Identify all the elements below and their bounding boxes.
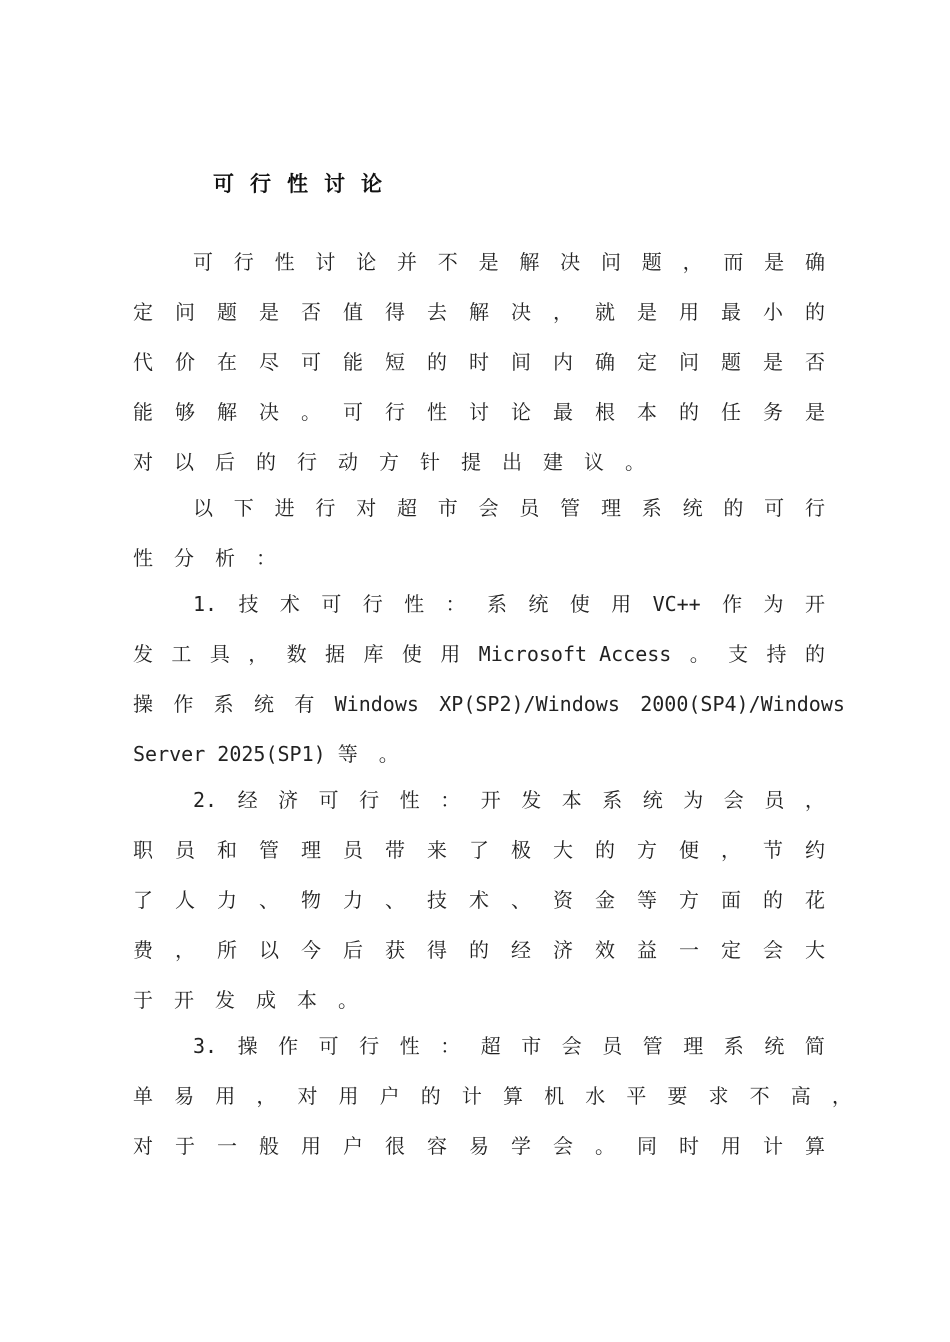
text-glyph: ： bbox=[445, 592, 466, 616]
text-glyph: 理 bbox=[301, 838, 321, 862]
text-glyph: 员 bbox=[602, 1034, 623, 1058]
text-glyph: 性 bbox=[399, 788, 420, 812]
text-glyph: 操 bbox=[133, 692, 153, 716]
text-glyph: 约 bbox=[805, 838, 825, 862]
text-glyph: Microsoft Access bbox=[478, 642, 672, 666]
text-glyph: 用 bbox=[440, 642, 461, 666]
text-glyph: 并 bbox=[396, 250, 417, 274]
text-line bbox=[133, 639, 825, 669]
text-glyph: 方 bbox=[637, 838, 657, 862]
text-glyph: 的 bbox=[469, 938, 489, 962]
text-glyph: 行 bbox=[385, 400, 405, 424]
text-glyph: 计 bbox=[461, 1084, 482, 1108]
text-glyph: 术 bbox=[469, 888, 489, 912]
text-glyph: VC++ bbox=[652, 592, 701, 616]
text-glyph: Server 2025(SP1) 等 bbox=[133, 742, 358, 766]
text-glyph: 出 bbox=[502, 450, 522, 474]
text-line bbox=[193, 247, 825, 277]
text-glyph: 时 bbox=[679, 1134, 699, 1158]
text-glyph: ， bbox=[721, 838, 741, 862]
text-glyph: 水 bbox=[585, 1084, 606, 1108]
text-glyph: 等 bbox=[637, 888, 657, 912]
text-glyph: ： bbox=[440, 788, 461, 812]
text-glyph: 可 bbox=[193, 250, 213, 274]
text-glyph: 方 bbox=[379, 450, 399, 474]
text-line bbox=[133, 1081, 852, 1111]
text-glyph: 问 bbox=[175, 300, 195, 324]
text-glyph: 资 bbox=[553, 888, 573, 912]
text-glyph: 的 bbox=[595, 838, 615, 862]
text-glyph: 而 bbox=[723, 250, 744, 274]
text-line bbox=[193, 785, 825, 815]
text-glyph: 针 bbox=[420, 450, 440, 474]
text-glyph: 系 bbox=[602, 788, 623, 812]
text-glyph: ， bbox=[175, 938, 195, 962]
page-title: 可行性讨论 bbox=[213, 171, 398, 196]
text-glyph: 员 bbox=[519, 496, 540, 520]
text-glyph: 费 bbox=[133, 938, 153, 962]
text-line bbox=[193, 1031, 825, 1061]
text-glyph: 和 bbox=[217, 838, 237, 862]
text-glyph: 否 bbox=[805, 350, 825, 374]
text-glyph: 后 bbox=[343, 938, 363, 962]
text-glyph: 对 bbox=[356, 496, 377, 520]
text-glyph: XP(SP2)/Windows bbox=[439, 692, 620, 716]
text-glyph: 发 bbox=[133, 642, 153, 666]
text-glyph: 超 bbox=[480, 1034, 501, 1058]
text-glyph: 技 bbox=[427, 888, 447, 912]
text-glyph: 机 bbox=[544, 1084, 565, 1108]
text-glyph: 行 bbox=[359, 788, 380, 812]
text-glyph: 算 bbox=[502, 1084, 523, 1108]
text-glyph: 单 bbox=[133, 1084, 153, 1108]
text-glyph: ： bbox=[256, 546, 276, 570]
text-glyph: 是 bbox=[478, 250, 499, 274]
text-glyph: 价 bbox=[175, 350, 195, 374]
text-glyph: 是 bbox=[637, 300, 657, 324]
text-glyph: 尽 bbox=[259, 350, 279, 374]
text-glyph: 了 bbox=[133, 888, 153, 912]
text-glyph: 务 bbox=[763, 400, 783, 424]
text-glyph: 够 bbox=[175, 400, 195, 424]
text-glyph: 职 bbox=[133, 838, 153, 862]
text-line bbox=[133, 347, 825, 377]
text-glyph: 节 bbox=[763, 838, 783, 862]
text-glyph: 持 bbox=[766, 642, 787, 666]
text-glyph: 值 bbox=[343, 300, 363, 324]
text-glyph: 行 bbox=[233, 250, 254, 274]
text-glyph: 建 bbox=[543, 450, 563, 474]
text-glyph: 效 bbox=[595, 938, 615, 962]
text-glyph: 容 bbox=[427, 1134, 447, 1158]
text-glyph: 极 bbox=[511, 838, 531, 862]
text-glyph: 不 bbox=[749, 1084, 770, 1108]
text-glyph: 大 bbox=[553, 838, 573, 862]
text-glyph: 于 bbox=[133, 988, 153, 1012]
text-glyph: 统 bbox=[682, 496, 703, 520]
text-glyph: 户 bbox=[343, 1134, 363, 1158]
text-glyph: 就 bbox=[595, 300, 615, 324]
text-glyph: 金 bbox=[595, 888, 615, 912]
text-glyph: 内 bbox=[553, 350, 573, 374]
text-glyph: 统 bbox=[642, 788, 663, 812]
text-line bbox=[133, 739, 420, 769]
text-glyph: 市 bbox=[521, 1034, 542, 1058]
text-glyph: 的 bbox=[805, 300, 825, 324]
text-glyph: 大 bbox=[805, 938, 825, 962]
text-glyph: 可 bbox=[318, 788, 339, 812]
text-glyph: 今 bbox=[301, 938, 321, 962]
text-glyph: 本 bbox=[561, 788, 582, 812]
text-glyph: ， bbox=[553, 300, 573, 324]
text-glyph: 经 bbox=[237, 788, 258, 812]
text-glyph: 性 bbox=[399, 1034, 420, 1058]
text-glyph: 讨 bbox=[469, 400, 489, 424]
text-glyph: 具 bbox=[209, 642, 230, 666]
text-glyph: 技 bbox=[238, 592, 259, 616]
text-glyph: 能 bbox=[133, 400, 153, 424]
text-glyph: 行 bbox=[362, 592, 383, 616]
text-glyph: 以 bbox=[193, 496, 213, 520]
text-glyph: 决 bbox=[511, 300, 531, 324]
text-glyph: 市 bbox=[437, 496, 458, 520]
text-glyph: 易 bbox=[174, 1084, 195, 1108]
text-glyph: 解 bbox=[519, 250, 540, 274]
text-glyph: 会 bbox=[553, 1134, 573, 1158]
text-glyph: 可 bbox=[764, 496, 785, 520]
text-glyph: 最 bbox=[721, 300, 741, 324]
text-glyph: 间 bbox=[511, 350, 531, 374]
text-glyph: 用 bbox=[338, 1084, 359, 1108]
text-glyph: 任 bbox=[721, 400, 741, 424]
text-glyph: 。 bbox=[595, 1134, 615, 1158]
text-glyph: ， bbox=[831, 1084, 852, 1108]
text-glyph: 操 bbox=[237, 1034, 258, 1058]
text-glyph: 行 bbox=[804, 496, 825, 520]
text-glyph: 以 bbox=[259, 938, 279, 962]
text-glyph: 用 bbox=[215, 1084, 236, 1108]
text-glyph: 论 bbox=[356, 250, 377, 274]
text-glyph: 员 bbox=[343, 838, 363, 862]
text-glyph: 人 bbox=[175, 888, 195, 912]
text-glyph: 对 bbox=[297, 1084, 318, 1108]
text-glyph: 时 bbox=[469, 350, 489, 374]
text-glyph: 确 bbox=[595, 350, 615, 374]
text-line bbox=[133, 543, 297, 573]
text-glyph: 户 bbox=[379, 1084, 400, 1108]
text-glyph: 根 bbox=[595, 400, 615, 424]
text-glyph: 一 bbox=[217, 1134, 237, 1158]
text-line bbox=[133, 397, 825, 427]
text-glyph: 力 bbox=[217, 888, 237, 912]
text-glyph: ， bbox=[682, 250, 703, 274]
text-glyph: 性 bbox=[404, 592, 425, 616]
text-glyph: 求 bbox=[708, 1084, 729, 1108]
text-glyph: 会 bbox=[561, 1034, 582, 1058]
text-glyph: 有 bbox=[294, 692, 315, 716]
text-glyph: 超 bbox=[396, 496, 417, 520]
text-glyph: 管 bbox=[560, 496, 581, 520]
text-glyph: 简 bbox=[804, 1034, 825, 1058]
text-glyph: 算 bbox=[805, 1134, 825, 1158]
text-glyph: 系 bbox=[486, 592, 507, 616]
text-glyph: 决 bbox=[259, 400, 279, 424]
text-glyph: 支 bbox=[728, 642, 749, 666]
text-glyph: 易 bbox=[469, 1134, 489, 1158]
text-glyph: 析 bbox=[215, 546, 235, 570]
text-glyph: 是 bbox=[764, 250, 785, 274]
text-glyph: 论 bbox=[511, 400, 531, 424]
text-glyph: 2. bbox=[193, 788, 218, 812]
text-glyph: 性 bbox=[274, 250, 295, 274]
text-glyph: 解 bbox=[217, 400, 237, 424]
text-glyph: 对 bbox=[133, 1134, 153, 1158]
text-glyph: 题 bbox=[641, 250, 662, 274]
text-glyph: 题 bbox=[217, 300, 237, 324]
text-glyph: 。 bbox=[378, 742, 399, 766]
text-glyph: 用 bbox=[301, 1134, 321, 1158]
text-glyph: 会 bbox=[763, 938, 783, 962]
text-glyph: 。 bbox=[689, 642, 710, 666]
text-glyph: 方 bbox=[679, 888, 699, 912]
text-glyph: 使 bbox=[401, 642, 422, 666]
text-glyph: 的 bbox=[723, 496, 744, 520]
text-glyph: 3. bbox=[193, 1034, 218, 1058]
text-glyph: 统 bbox=[764, 1034, 785, 1058]
text-glyph: 数 bbox=[286, 642, 307, 666]
text-glyph: 、 bbox=[259, 888, 279, 912]
text-glyph: 面 bbox=[721, 888, 741, 912]
text-glyph: 解 bbox=[469, 300, 489, 324]
text-glyph: 管 bbox=[642, 1034, 663, 1058]
text-glyph: 员 bbox=[175, 838, 195, 862]
text-glyph: 管 bbox=[259, 838, 279, 862]
text-glyph: 会 bbox=[723, 788, 744, 812]
text-line bbox=[133, 835, 825, 865]
text-glyph: 便 bbox=[679, 838, 699, 862]
text-glyph: 发 bbox=[215, 988, 235, 1012]
text-glyph: 性 bbox=[133, 546, 153, 570]
text-glyph: ， bbox=[256, 1084, 277, 1108]
text-glyph: 理 bbox=[683, 1034, 704, 1058]
text-glyph: 是 bbox=[763, 350, 783, 374]
text-glyph: 、 bbox=[385, 888, 405, 912]
text-glyph: 济 bbox=[278, 788, 299, 812]
text-glyph: 。 bbox=[625, 450, 645, 474]
text-glyph: 用 bbox=[721, 1134, 741, 1158]
text-glyph: 来 bbox=[427, 838, 447, 862]
text-glyph: 行 bbox=[297, 450, 317, 474]
text-glyph: 决 bbox=[560, 250, 581, 274]
text-glyph: 开 bbox=[804, 592, 825, 616]
text-glyph: 在 bbox=[217, 350, 237, 374]
text-glyph: 统 bbox=[528, 592, 549, 616]
text-line bbox=[133, 689, 845, 719]
text-line bbox=[133, 447, 666, 477]
text-glyph: 代 bbox=[133, 350, 153, 374]
text-glyph: 作 bbox=[278, 1034, 299, 1058]
text-glyph: 问 bbox=[679, 350, 699, 374]
text-glyph: 1. bbox=[193, 592, 218, 616]
text-glyph: 系 bbox=[213, 692, 234, 716]
text-glyph: 会 bbox=[478, 496, 499, 520]
text-glyph: ， bbox=[248, 642, 269, 666]
text-glyph: ， bbox=[804, 788, 825, 812]
text-glyph: 行 bbox=[315, 496, 336, 520]
text-glyph: 系 bbox=[641, 496, 662, 520]
text-line bbox=[133, 935, 825, 965]
text-glyph: 于 bbox=[175, 1134, 195, 1158]
text-glyph: ： bbox=[440, 1034, 461, 1058]
text-glyph: 为 bbox=[763, 592, 784, 616]
text-glyph: 计 bbox=[763, 1134, 783, 1158]
text-glyph: 。 bbox=[338, 988, 358, 1012]
text-glyph: 花 bbox=[805, 888, 825, 912]
text-glyph: 以 bbox=[174, 450, 194, 474]
text-glyph: 提 bbox=[461, 450, 481, 474]
text-glyph: 进 bbox=[274, 496, 295, 520]
text-line bbox=[133, 1131, 825, 1161]
text-line bbox=[133, 985, 379, 1015]
text-glyph: 小 bbox=[763, 300, 783, 324]
text-glyph: 高 bbox=[790, 1084, 811, 1108]
text-glyph: 动 bbox=[338, 450, 358, 474]
text-glyph: 工 bbox=[171, 642, 192, 666]
text-glyph: 性 bbox=[427, 400, 447, 424]
text-glyph: 作 bbox=[173, 692, 194, 716]
text-glyph: 系 bbox=[723, 1034, 744, 1058]
text-glyph: 术 bbox=[279, 592, 300, 616]
text-glyph: 的 bbox=[427, 350, 447, 374]
text-glyph: 经 bbox=[511, 938, 531, 962]
text-glyph: 库 bbox=[363, 642, 384, 666]
text-glyph: 益 bbox=[637, 938, 657, 962]
text-glyph: 的 bbox=[679, 400, 699, 424]
text-glyph: 去 bbox=[427, 300, 447, 324]
text-glyph: 统 bbox=[253, 692, 274, 716]
text-glyph: 要 bbox=[667, 1084, 688, 1108]
text-glyph: 定 bbox=[133, 300, 153, 324]
text-glyph: 议 bbox=[584, 450, 604, 474]
text-glyph: 开 bbox=[480, 788, 501, 812]
text-glyph: 讨 bbox=[315, 250, 336, 274]
text-glyph: 本 bbox=[297, 988, 317, 1012]
text-glyph: 所 bbox=[217, 938, 237, 962]
text-glyph: 理 bbox=[600, 496, 621, 520]
text-glyph: 可 bbox=[343, 400, 363, 424]
text-glyph: 发 bbox=[521, 788, 542, 812]
text-glyph: 开 bbox=[174, 988, 194, 1012]
text-glyph: 获 bbox=[385, 938, 405, 962]
text-glyph: 确 bbox=[804, 250, 825, 274]
text-glyph: 2000(SP4)/Windows bbox=[640, 692, 845, 716]
text-glyph: 用 bbox=[611, 592, 632, 616]
text-glyph: 般 bbox=[259, 1134, 279, 1158]
text-glyph: 分 bbox=[174, 546, 194, 570]
text-glyph: 可 bbox=[321, 592, 342, 616]
text-glyph: 员 bbox=[764, 788, 785, 812]
text-glyph: 、 bbox=[511, 888, 531, 912]
text-glyph: 。 bbox=[301, 400, 321, 424]
text-glyph: 同 bbox=[637, 1134, 657, 1158]
text-glyph: 成 bbox=[256, 988, 276, 1012]
text-glyph: Windows bbox=[334, 692, 419, 716]
text-glyph: 物 bbox=[301, 888, 321, 912]
text-glyph: 最 bbox=[553, 400, 573, 424]
text-glyph: 是 bbox=[805, 400, 825, 424]
text-glyph: 作 bbox=[722, 592, 743, 616]
text-glyph: 行 bbox=[359, 1034, 380, 1058]
text-glyph: 济 bbox=[553, 938, 573, 962]
text-glyph: 短 bbox=[385, 350, 405, 374]
text-glyph: 否 bbox=[301, 300, 321, 324]
text-glyph: 使 bbox=[569, 592, 590, 616]
text-glyph: 据 bbox=[325, 642, 346, 666]
text-glyph: 的 bbox=[420, 1084, 441, 1108]
text-glyph: 定 bbox=[637, 350, 657, 374]
text-glyph: 不 bbox=[437, 250, 458, 274]
text-glyph: 带 bbox=[385, 838, 405, 862]
text-glyph: 后 bbox=[215, 450, 235, 474]
text-glyph: 能 bbox=[343, 350, 363, 374]
text-glyph: 题 bbox=[721, 350, 741, 374]
text-glyph: 得 bbox=[427, 938, 447, 962]
text-glyph: 是 bbox=[259, 300, 279, 324]
text-line bbox=[133, 885, 825, 915]
text-glyph: 下 bbox=[233, 496, 254, 520]
text-glyph: 本 bbox=[637, 400, 657, 424]
text-glyph: 平 bbox=[626, 1084, 647, 1108]
text-glyph: 的 bbox=[763, 888, 783, 912]
text-glyph: 了 bbox=[469, 838, 489, 862]
text-glyph: 用 bbox=[679, 300, 699, 324]
text-glyph: 定 bbox=[721, 938, 741, 962]
text-glyph: 问 bbox=[600, 250, 621, 274]
text-glyph: 很 bbox=[385, 1134, 405, 1158]
text-glyph: 一 bbox=[679, 938, 699, 962]
text-glyph: 的 bbox=[804, 642, 825, 666]
text-line bbox=[193, 493, 825, 523]
text-glyph: 为 bbox=[683, 788, 704, 812]
text-line bbox=[193, 589, 825, 619]
text-glyph: 可 bbox=[318, 1034, 339, 1058]
text-glyph: 对 bbox=[133, 450, 153, 474]
text-glyph: 可 bbox=[301, 350, 321, 374]
text-glyph: 力 bbox=[343, 888, 363, 912]
text-glyph: 的 bbox=[256, 450, 276, 474]
text-line bbox=[133, 297, 825, 327]
text-glyph: 学 bbox=[511, 1134, 531, 1158]
text-glyph: 得 bbox=[385, 300, 405, 324]
